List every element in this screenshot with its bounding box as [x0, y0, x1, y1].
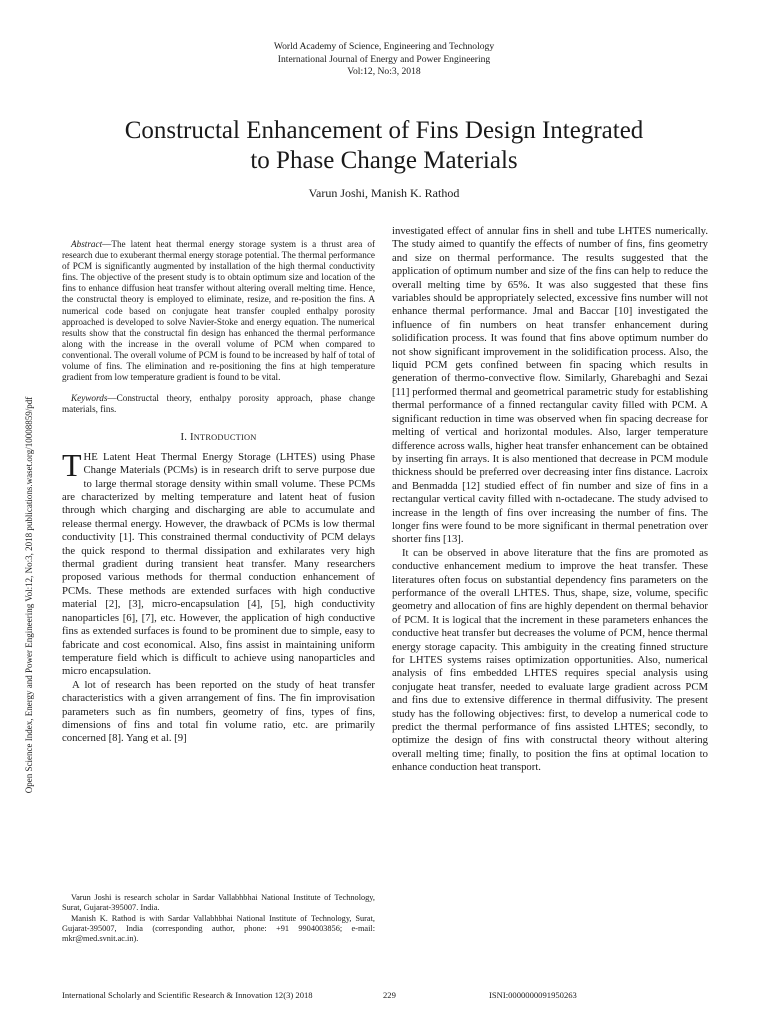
keywords-text: Constructal theory, enthalpy porosity approach, phase change materials, fins.: [62, 393, 375, 415]
paper-title: [40, 116, 728, 176]
keywords-dash: —: [107, 393, 117, 404]
abstract: [62, 239, 375, 383]
intro-paragraph-1-text: HE Latent Heat Thermal Energy Storage (LHTES) using Phase Change Materials (PCMs) is in research drift to serve purpose due to large thermal storage density within small volume. These PCMs are characterized by melting temperature and latent heat of fusion through which charging and discharging are able to accumulate and release thermal energy. However, the drawback of PCMs is low thermal conductivity [1]. This constrained thermal conductivity of PCM delays the quick respond to thermal dissipation and exhilarates very high thermal gradient during transient heat transfer. Many researchers proposed various methods for thermal conduction enhancement of PCMs. These methods are extended surfaces with high conductive material [2], [3], micro-encapsulation [4], [5], high conductivity nanoparticles [6], [7], etc. However, the application of high conductive fins as extended surfaces is found to be prominent due to simple, easy to fabricate and cost economical. Also, fins assist in maintaining uniform temperature field which is difficult to achieve using nanoparticles and micro encapsulation.: [62, 450, 375, 678]
right-column: [392, 225, 708, 775]
paper-title-line-2: to Phase Change Materials: [250, 147, 518, 174]
page-footer: [0, 990, 768, 1004]
drop-cap: T: [62, 446, 82, 483]
section-heading-introduction: [62, 431, 375, 444]
intro-paragraph-2: A lot of research has been reported on the study of heat transfer characteristics with a given arrangement of fins. The fin improvisation parameters such as fin numbers, geometry of fins, types of fins, dimensions of fins and total fin volume ratio, etc. are primarily concerned [8]. Yang et al. [9]: [62, 678, 375, 745]
section-number: I.: [180, 431, 188, 444]
footer-publisher: International Scholarly and Scientific Research & Innovation 12(3) 2018: [62, 990, 313, 1000]
paper-title-line-1: Constructal Enhancement of Fins Design Integrated: [124, 117, 644, 144]
footer-isni: ISNI:0000000091950263: [489, 990, 577, 1000]
journal-name: International Journal of Energy and Power Engineering: [277, 53, 491, 65]
keywords-label: Keywords: [71, 393, 108, 404]
intro-paragraph-3: investigated effect of annular fins in shell and tube LHTES numerically. The study aimed to quantify the effects of number of fins, fins geometry and size on thermal performance. The results suggested that the application of optimum number and size of the fins can help to reduce the overall melting time by 65%. It was also suggested that these fins variables should be appropriately selected, excessive fins number will not enhance thermal performance. Jmal and Baccar [10] investigated the influence of fin numbers on heat transfer enhancement during solidification process. It was found that fins above optimum number do not show significant improvement in the solidification process. Also, the liquid PCM gets confined between fin spacing which results in generation of thermo-convective flow. Similarly, Gharebaghi and Sezai [11] performed thermal and geometrical parametric study for establishing thermal performance of a finned rectangular cavity filled with PCM. A significant reduction in time was observed when fin spacing decrease for melting of vertical and horizontal modules. Also, larger temperature difference across walls, higher heat transfer enhancement can be obtained by inserting fin arrays. It is also mentioned that decrease in PCM module thickness should be preferred over decreasing inter fins distance. Lacroix and Benmadda [12] studied effect of fin number and size of fins in a rectangular vertical cavity filled with n-octadecane. The study advised to increase in the length of fins over increasing the number of fins. The longer fins were found to be more significant in thermal penetration over shorter fins [13].: [392, 225, 708, 546]
keywords: [62, 393, 375, 415]
left-column: [62, 239, 375, 746]
abstract-dash: —: [102, 239, 112, 249]
abstract-label: Abstract: [71, 239, 103, 249]
footnote-author-2: Manish K. Rathod is with Sardar Vallabhbhai National Institute of Technology, Surat, Gujarat-395007, India (corresponding author, phone: +91 9904003856; e-mail: mkr@med.svnit.ac.in).: [62, 913, 375, 944]
section-title-initial: I: [190, 431, 194, 444]
footnote-author-1: Varun Joshi is research scholar in Sardar Vallabhbhai National Institute of Technology, Surat, Gujarat-395007. India.: [62, 893, 375, 913]
side-margin-citation-text: Open Science Index, Energy and Power Engineering Vol:12, No:3, 2018 publications.waset.org/10008859/pdf: [24, 396, 34, 794]
abstract-text: The latent heat thermal energy storage system is a thrust area of research due to exuberant thermal energy storage potential. The thermal performance of PCM is significantly augmented by installation of the high thermal conductivity fins. The objective of the present study is to obtain optimum size and location of the fins to enhance diffusion heat transfer without altering overall melting time. Hence, the constructal theory is employed to eliminate, resize, and re-position the fins. A numerical code based on conjugate heat transfer coupled enthalpy porosity approached is developed to solve Navier-Stoke and energy equation. The numerical results show that the constructal fin design has enhanced the thermal performance along with the increase in the overall volume of PCM when compared to conventional. The overall volume of PCM is found to be increased by half of total of volume of fins. The elimination and re-positioning the fins at high temperature gradient from low temperature gradient is found to be vital.: [62, 239, 375, 383]
intro-paragraph-1: [62, 446, 375, 679]
side-margin-citation: [24, 396, 41, 794]
section-title-rest: NTRODUCTION: [193, 433, 257, 443]
page-number: 229: [383, 990, 396, 1000]
journal-publisher: World Academy of Science, Engineering and Technology: [273, 41, 495, 52]
paper-authors: Varun Joshi, Manish K. Rathod: [308, 186, 460, 200]
author-footnotes: [62, 893, 375, 944]
journal-volume: Vol:12, No:3, 2018: [347, 66, 421, 77]
journal-header: [0, 41, 768, 79]
intro-paragraph-4: It can be observed in above literature that the fins are promoted as conductive enhancement medium to improve the heat transfer. These literatures often focus on substantial dependency fins parameters on the performance of the overall LHTES. Thus, shape, size, volume, specific geometry and allocation of fins are highly dependent on thermal behavior of PCM. It is logical that the increment in these parameters enhances the conductive heat transfer but decreases the volume of PCM, hence thermal energy storage capacity. This ambiguity in the creating finned structure for LHTES systems raises optimization opportunities. Also, numerical analysis of fins embedded LHTES requires special analysis using conjugate heat transfer, needed to evaluate large gradient across PCM and fins due to extensive difference in thermal diffusivity. The present study has the following objectives: first, to develop a numerical code to predict the thermal performance of fins assisted LHTES; secondly, to optimize the design of fins with constructal theory without altering overall melting time; finally, to position the fins at optimal location to enhance conduction heat transport.: [392, 546, 708, 774]
